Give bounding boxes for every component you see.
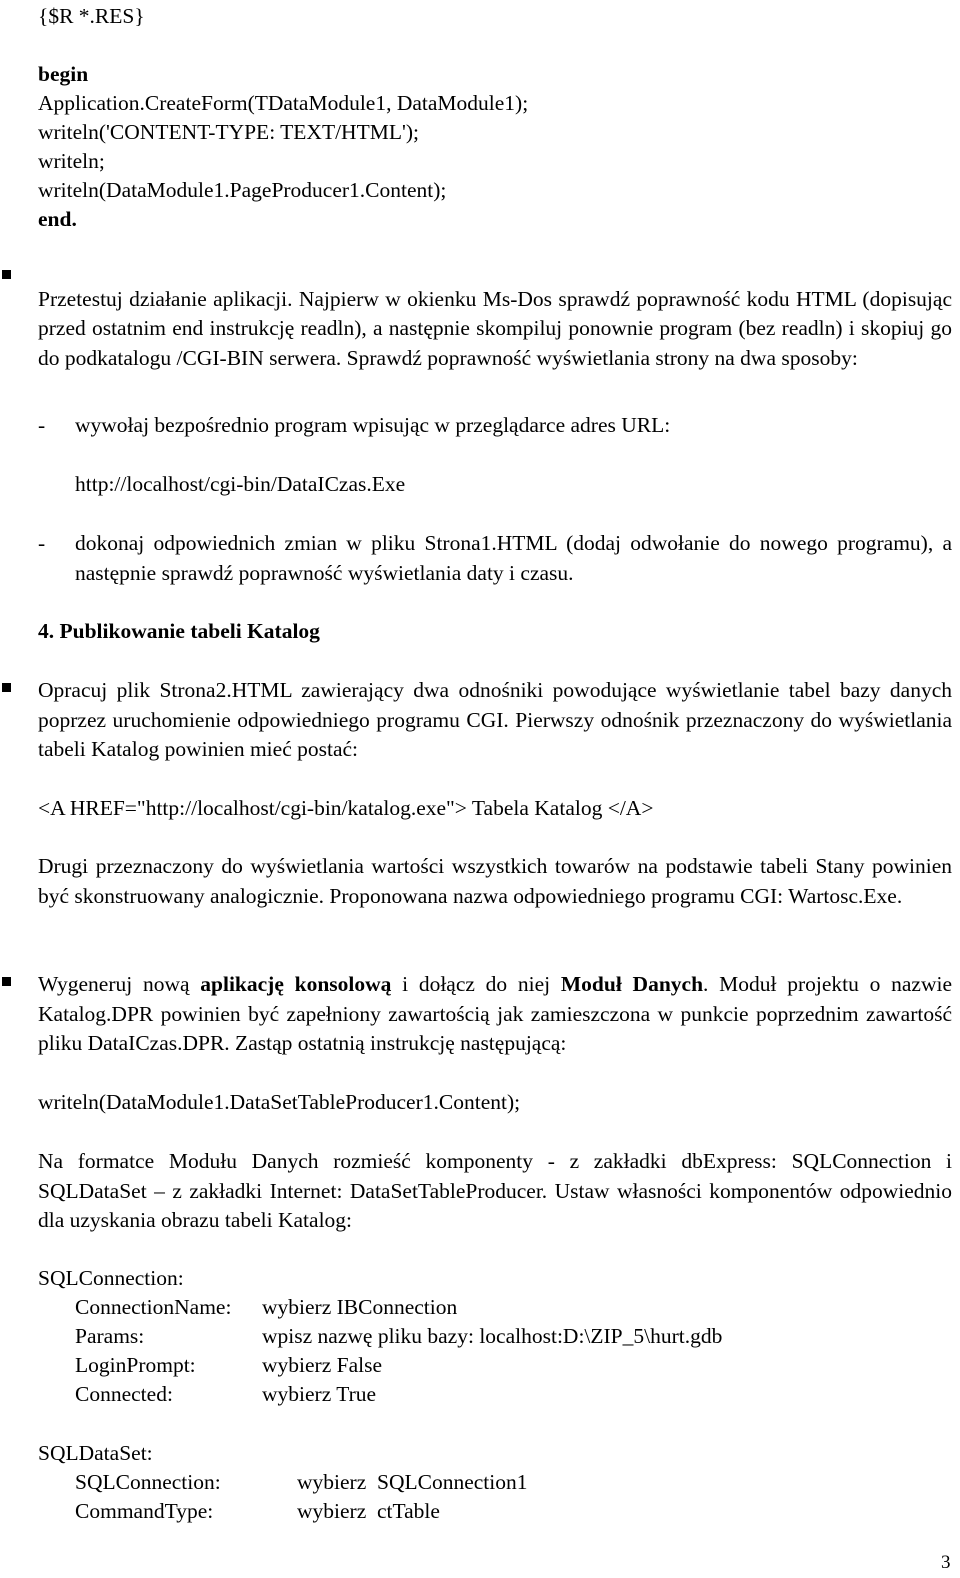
writeln-code: writeln(DataModule1.DataSetTableProducer1.Content);	[38, 1090, 521, 1114]
page-number: 3	[941, 1552, 951, 1573]
code-directive: {$R *.RES}	[38, 4, 145, 28]
anchor-code: <A HREF="http://localhost/cgi-bin/katalog.exe"> Tabela Katalog </A>	[38, 796, 654, 820]
property-key: ConnectionName:	[75, 1295, 232, 1319]
code-line: writeln;	[38, 149, 105, 173]
property-value: wybierz ctTable	[297, 1499, 440, 1523]
na-formatce-paragraph: Na formatce Modułu Danych rozmieść komponenty - z zakładki dbExpress: SQLConnection i SQLDataSet – z zakładki Internet: DataSetTableProducer. Ustaw własności komponentów odpowiednio dla uzyskania obrazu tabeli Katalog:	[38, 1149, 952, 1232]
code-line: writeln('CONTENT-TYPE: TEXT/HTML');	[38, 120, 419, 144]
property-value: wybierz SQLConnection1	[297, 1470, 528, 1494]
code-line: Application.CreateForm(TDataModule1, DataModule1);	[38, 91, 529, 115]
property-value: wybierz True	[262, 1382, 377, 1406]
property-key: CommandType:	[75, 1499, 214, 1523]
property-key: Params:	[75, 1324, 145, 1348]
property-key: Connected:	[75, 1382, 173, 1406]
dash-item: dokonaj odpowiednich zmian w pliku Strona1.HTML (dodaj odwołanie do nowego programu), a następnie sprawdź poprawność wyświetlania daty i czasu.	[75, 531, 952, 585]
property-value: wpisz nazwę pliku bazy: localhost:D:\ZIP_5\hurt.gdb	[262, 1324, 723, 1348]
property-value: wybierz IBConnection	[262, 1295, 458, 1319]
code-line: writeln(DataModule1.PageProducer1.Content);	[38, 178, 447, 202]
bullet-paragraph: Wygeneruj nową aplikację konsolową i dołącz do niej Moduł Danych. Moduł projektu o nazwie Katalog.DPR powinien być zapełniony zawartością jak zamieszczona w punkcie poprzednim zawartość pliku DataICzas.DPR. Zastąp ostatnią instrukcję następującą:	[38, 972, 952, 1055]
property-value: wybierz False	[262, 1353, 383, 1377]
bullet-paragraph: Opracuj plik Strona2.HTML zawierający dwa odnośniki powodujące wyświetlanie tabel bazy danych poprzez uruchomienie odpowiedniego programu CGI. Pierwszy odnośnik przeznaczony do wyświetlania tabeli Katalog powinien mieć postać:	[38, 678, 952, 761]
dash-marker: -	[38, 531, 46, 555]
dash-item: wywołaj bezpośrednio program wpisując w przeglądarce adres URL:	[75, 413, 671, 437]
bullet-square-icon	[2, 683, 11, 692]
sqlconnection-header: SQLConnection:	[38, 1266, 184, 1290]
drugi-paragraph: Drugi przeznaczony do wyświetlania wartości wszystkich towarów na podstawie tabeli Stany powinien być skonstruowany analogicznie. Proponowana nazwa odpowiedniego programu CGI: Wartosc.Exe.	[38, 854, 952, 908]
dash-marker: -	[38, 413, 46, 437]
property-key: SQLConnection:	[75, 1470, 221, 1494]
code-line-begin: begin	[38, 62, 89, 86]
code-line-end: end.	[38, 207, 77, 231]
section-heading: 4. Publikowanie tabeli Katalog	[38, 619, 320, 643]
sqldataset-header: SQLDataSet:	[38, 1441, 153, 1465]
bullet-square-icon	[2, 270, 11, 279]
property-key: LoginPrompt:	[75, 1353, 196, 1377]
bullet-square-icon	[2, 977, 11, 986]
url-text: http://localhost/cgi-bin/DataICzas.Exe	[75, 472, 406, 496]
test-paragraph: Przetestuj działanie aplikacji. Najpierw w okienku Ms-Dos sprawdź poprawność kodu HTML (dopisując przed ostatnim end instrukcję readln), a następnie skompiluj ponownie program (bez readln) i skopiuj go do podkatalogu /CGI-BIN serwera. Sprawdź poprawność wyświetlania strony na dwa sposoby:	[38, 286, 952, 370]
